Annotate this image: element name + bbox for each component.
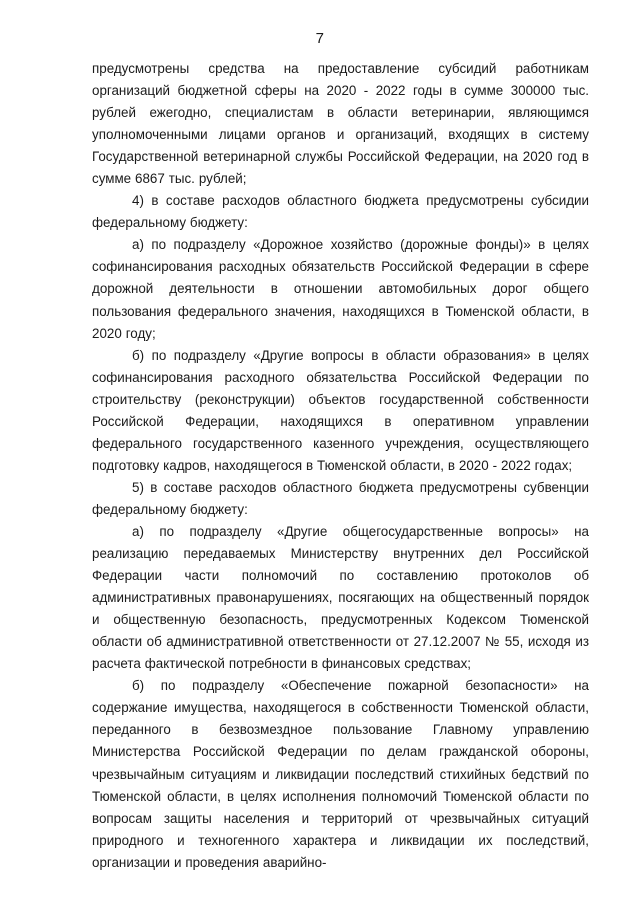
page-number: 7 <box>315 30 325 47</box>
paragraph-item-5a: а) по подразделу «Другие общегосударственные вопросы» на реализацию передаваемых Министерству внутренних дел Российской Федерации части полномочий по составлению протоколов об административных правонарушениях, посягающих на общественный порядок и общественную безопасность, предусмотренных Кодексом Тюменской области об административной ответственности от 27.12.2007 № 55, исходя из расчета фактической потребности в финансовых средствах; <box>92 523 589 672</box>
paragraph-item-4b: б) по подразделу «Другие вопросы в области образования» в целях софинансирования расходного обязательства Российской Федерации по строительству (реконструкции) объектов государственной собственности Российской Федерации, находящихся в оперативном управлении федерального государственного казенного учреждения, осуществляющего подготовку кадров, находящегося в Тюменской области, в 2020 - 2022 годах; <box>92 347 589 473</box>
paragraph-item-4a: а) по подразделу «Дорожное хозяйство (дорожные фонды)» в целях софинансирования расходных обязательств Российской Федерации в сфере дорожной деятельности в отношении автомобильных дорог общего пользования федерального значения, находящихся в Тюменской области, в 2020 году; <box>92 237 589 341</box>
paragraph-item-4: 4) в составе расходов областного бюджета предусмотрены субсидии федеральному бюджету: <box>92 193 589 231</box>
document-body <box>92 58 589 874</box>
paragraph-subsidies-continuation: предусмотрены средства на предоставление субсидий работникам организаций бюджетной сферы на 2020 - 2022 годы в сумме 300000 тыс. рублей ежегодно, специалистам в области ветеринарии, являющимся уполномоченными лицами органов и организаций, входящих в систему Государственной ветеринарной службы Российской Федерации, на 2020 год в сумме 6867 тыс. рублей; <box>92 61 589 187</box>
paragraph-item-5: 5) в составе расходов областного бюджета предусмотрены субвенции федеральному бюджету: <box>92 479 589 517</box>
paragraph-item-5b: б) по подразделу «Обеспечение пожарной безопасности» на содержание имущества, находящегося в собственности Тюменской области, переданного в безвозмездное пользование Главному управлению Министерства Российской Федерации по делам гражданской обороны, чрезвычайным ситуациям и ликвидации последствий стихийных бедствий по Тюменской области, в целях исполнения полномочий Тюменской области по вопросам защиты населения и территорий от чрезвычайных ситуаций природного и техногенного характера и ликвидации их последствий, организации и проведения аварийно- <box>92 678 589 870</box>
